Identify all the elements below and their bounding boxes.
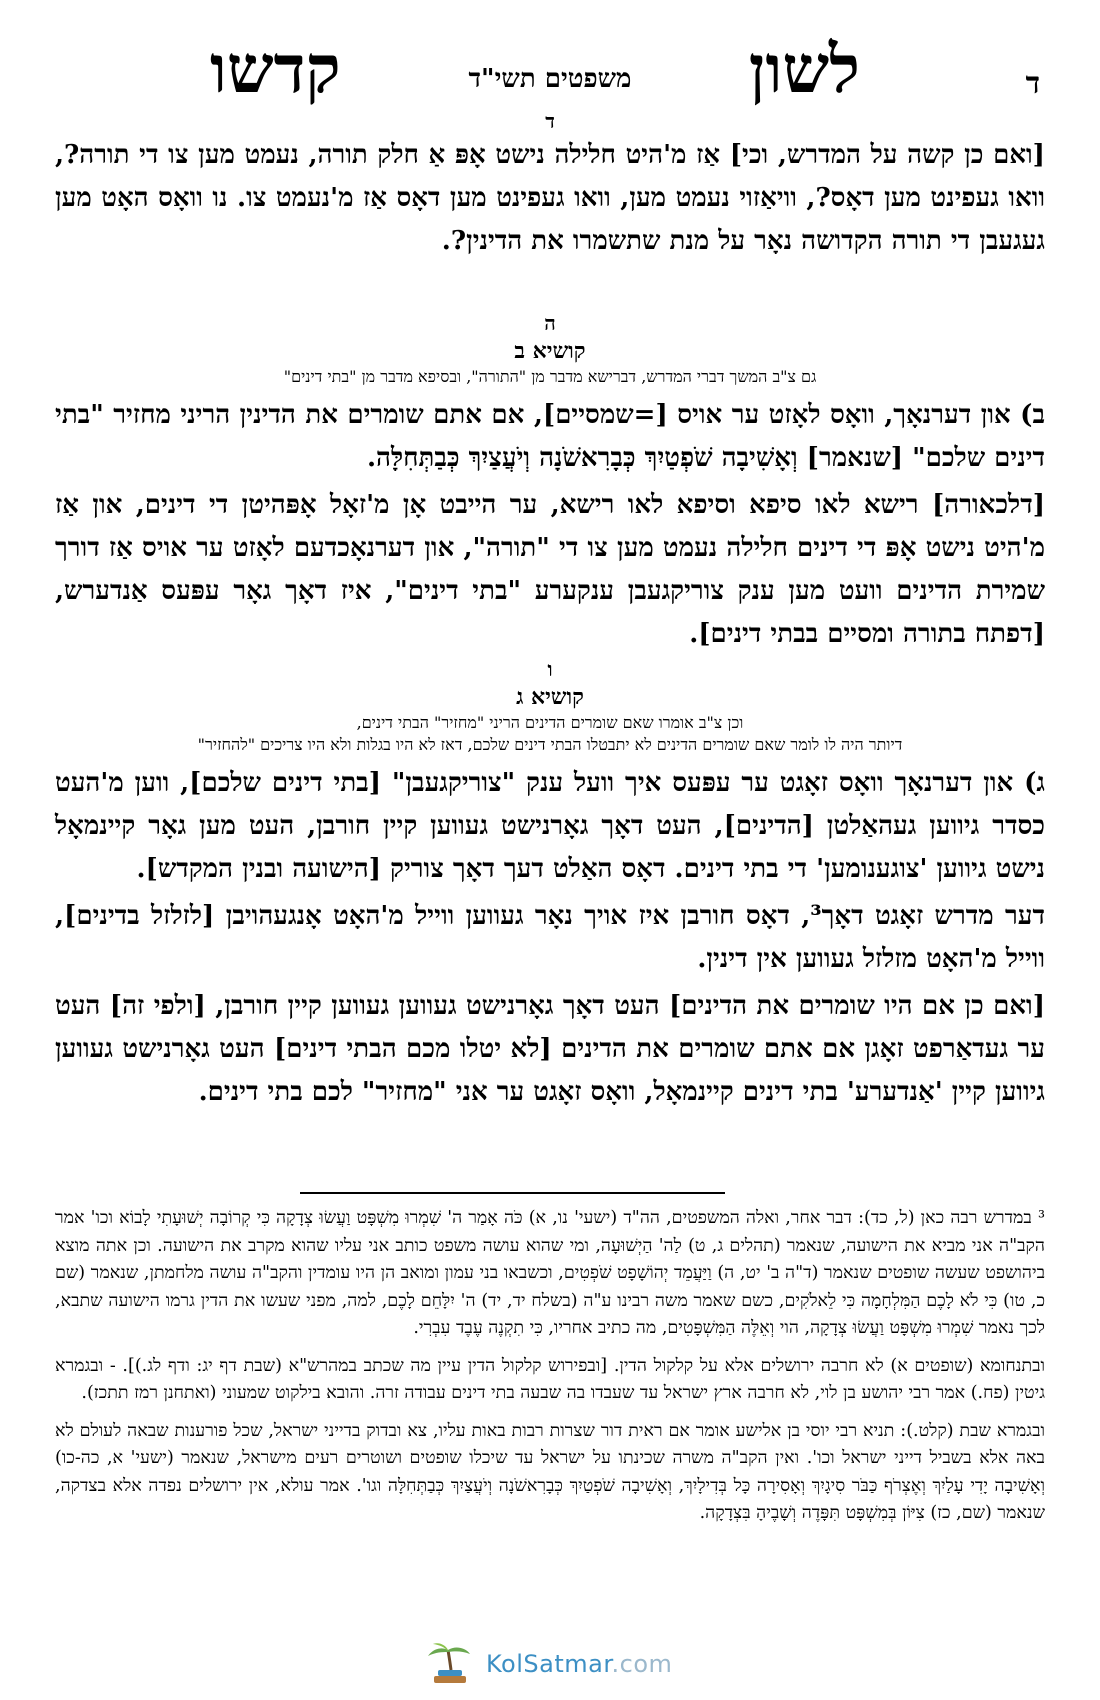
paragraph: ג) און דערנאָך וואָס זאָגט ער עפּעס איך וועל ענק "צוריקגעבן" [בתי דינים שלכם], ווען מ'העט כסדר גיווען געהאַלטן [הדינים], העט דאָך גאָרנישט געווען קיין חורבן, העט מען גאָר קיינמאָל נישט גיווען 'צוגענומען' די בתי דינים. דאָס האַלט דעך דאָך צוריק [הישועה ובנין המקדש]. [55,768,1045,884]
page-number: ד [1025,66,1040,101]
section-note: וכן צ"ב אומרו שאם שומרים הדינים הריני "מחזיר" הבתי דינים, [356,713,744,732]
section-letter: ו [547,657,553,681]
footnotes [55,1205,1045,1538]
paragraph: [ואם כן קשה על המדרש, וכי] אַז מ'היט חלילה נישט אָפּ אַ חלק תורה, נעמט מען צו די תורה?, וואו געפינט מען דאָס?, וויאַזוי נעמט מען, וואו געפינט מען דאָס אַז מ'נעמט צו. נו וואָס האָט מען געגעבן די תורה הקדושה נאָר על מנת שתשמרו את הדינין?. [55,140,1045,256]
footnote: ³ במדרש רבה כאן (ל, כד): דבר אחר, ואלה המשפטים, הה"ד (ישעי' נו, א) כֹּה אָמַר ה' שִׁמְרוּ מִשְׁפָּט וַעֲשׂוּ צְדָקָה כִּי קְרוֹבָה יְשׁוּעָתִי לָבוֹא וכו' אמר הקב"ה אני מביא את הישועה, שנאמר (תהלים ג, ט) לַה' הַיְשׁוּעָה, ומי שהוא עושה משפט כותב אני עליו שהוא מקרב את הישועה. וכן אתה מוצא ביהושפט שעשה שופטים שנאמר (ד"ה ב' יט, ה) וַיַּעֲמֵד יְהוֹשָׁפָט שֹׁפְטִים, וכשבאו בני עמון ומואב הן היו עומדין והקב"ה עושה מלחמתן, שנאמר (שם כ, טו) כִּי לֹא לָכֶם הַמִּלְחָמָה כִּי לֵאלֹקִים, כשם שאמר משה רבינו ע"ה (בשלח יד, יד) ה' יִלָּחֵם לָכֶם, למה, מפני שעשו את הדין גרמו הישועה שתבא, לכך נאמר שִׁמְרוּ מִשְׁפָּט וַעֲשׂוּ צְדָקָה, הוי וְאֵלֶּה הַמִּשְׁפָּטִים, מה כתיב אחריו, כִּי תִקְנֶה עֶבֶד עִבְרִי. [55,1208,1045,1338]
paragraph: ב) און דערנאָך, וואָס לאָזט ער אויס [=שמסיים], אם אתם שומרים את הדינין הריני מחזיר "בתי דינים שלכם" [שנאמר] וְאָשִׁיבָה שֹׁפְטַיִךְ כְּבָרִאשֹׁנָה וְיֹעֲצַיִךְ כְּבַתְּחִלָּה. [55,400,1045,473]
palm-tree-icon [418,1642,482,1686]
logo-text: KolSatmar.com [486,1650,673,1678]
section-note: גם צ"ב המשך דברי המדרש, דברישא מדבר מן "התורה", ובסיפא מדבר מן "בתי דינים" [283,367,817,386]
section-2 [55,310,1045,660]
section-letter: ד [545,109,555,133]
paragraph: [ואם כן אם היו שומרים את הדינים] העט דאָך גאָרנישט געווען געווען קיין חורבן, [ולפי זה] העט ער געדאַרפט זאָגן אם אתם שומרים את הדינים [לא יטלו מכם הבתי דינים] העט גאָרנישט געווען גיווען קיין 'אַנדערע' בתי דינים קיינמאָל, וואָס זאָגט ער אני "מחזיר" לכם בתי דינים. [55,991,1045,1107]
section-body [55,762,1045,1114]
section-title: קושיא ב [514,338,586,364]
paragraph: [דלכאורה] רישא לאו סיפא וסיפא לאו רישא, ער הייבט אָן מ'זאָל אָפּהיטן די דינים, און אַז מ'היט נישט אָפּ די דינים חלילה נעמט מען צו די "תורה", און דערנאָכדעם לאָזט ער אויס אַז דורך שמירת הדינים וועט מען ענק צוריקגעבן ענקערע "בתי דינים", איז דאָך גאָר עפּעס אַנדערש, [דפתח בתורה ומסיים בבתי דינים]. [55,490,1045,649]
section-note: דיותר היה לו לומר שאם שומרים הדינים לא יתבטלו הבתי דינים שלכם, דאז לא היו בגלות ולא היו צריכים "להחזיר" [197,735,903,754]
section-1 [55,108,1045,267]
section-3 [55,656,1045,1118]
kolsatmar-logo[interactable] [418,1642,688,1686]
section-body [55,394,1045,656]
section-title: קושיא ג [516,684,584,710]
header-title-right: לשון [748,30,860,108]
header-title-left: קדשו [210,30,341,108]
footnote: ובתנחומא (שופטים א) לא חרבה ירושלים אלא על קלקול הדין. [ובפירוש קלקול הדין עיין מה שכתב במהרש"א (שבת דף יג: ודף לג.)]. - ובגמרא גיטין (פח.) אמר רבי יהושע בן לוי, לא חרבה ארץ ישראל עד שעבדו בה שבעה בתי דינים עבודה זרה. והובא בילקוט שמעוני (ואתחנן רמז תתכז). [55,1355,1045,1403]
header-subtitle: משפטים תשי"ד [468,64,632,94]
footnote: ובגמרא שבת (קלט.): תניא רבי יוסי בן אלישע אומר אם ראית דור שצרות רבות באות עליו, צא ובדוק בדייני ישראל, שכל פורענות שבאה לעולם לא באה אלא בשביל דייני ישראל וכו'. ואין הקב"ה משרה שכינתו על ישראל עד שיכלו שופטים ושוטרים רעים מישראל, שנאמר (ישעי' א, כה-כו) וְאָשִׁיבָה יָדִי עָלַיִךְ וְאֶצְרֹף כַּבֹּר סִיגָיִךְ וְאָסִירָה כָּל בְּדִילָיִךְ, וְאָשִׁיבָה שֹׁפְטַיִךְ כְּבָרִאשֹׁנָה וְיֹעֲצַיִךְ כְּבַתְּחִלָּה וגו'. אמר עולא, אין ירושלים נפדה אלא בצדקה, שנאמר (שם, כז) צִיּוֹן בְּמִשְׁפָּט תִּפָּדֶה וְשָׁבֶיהָ בִּצְדָקָה. [55,1420,1045,1523]
paragraph: דער מדרש זאָגט דאָך³, דאָס חורבן איז אויך נאָר געווען ווייל מ'האָט אָנגעהויבן [לזלזל בדינים], ווייל מ'האָט מזלזל געווען אין דינין. [55,901,1045,974]
footnote-divider [300,1192,725,1194]
section-letter: ה [544,311,556,335]
section-body [55,134,1045,263]
page-header [60,30,1040,110]
